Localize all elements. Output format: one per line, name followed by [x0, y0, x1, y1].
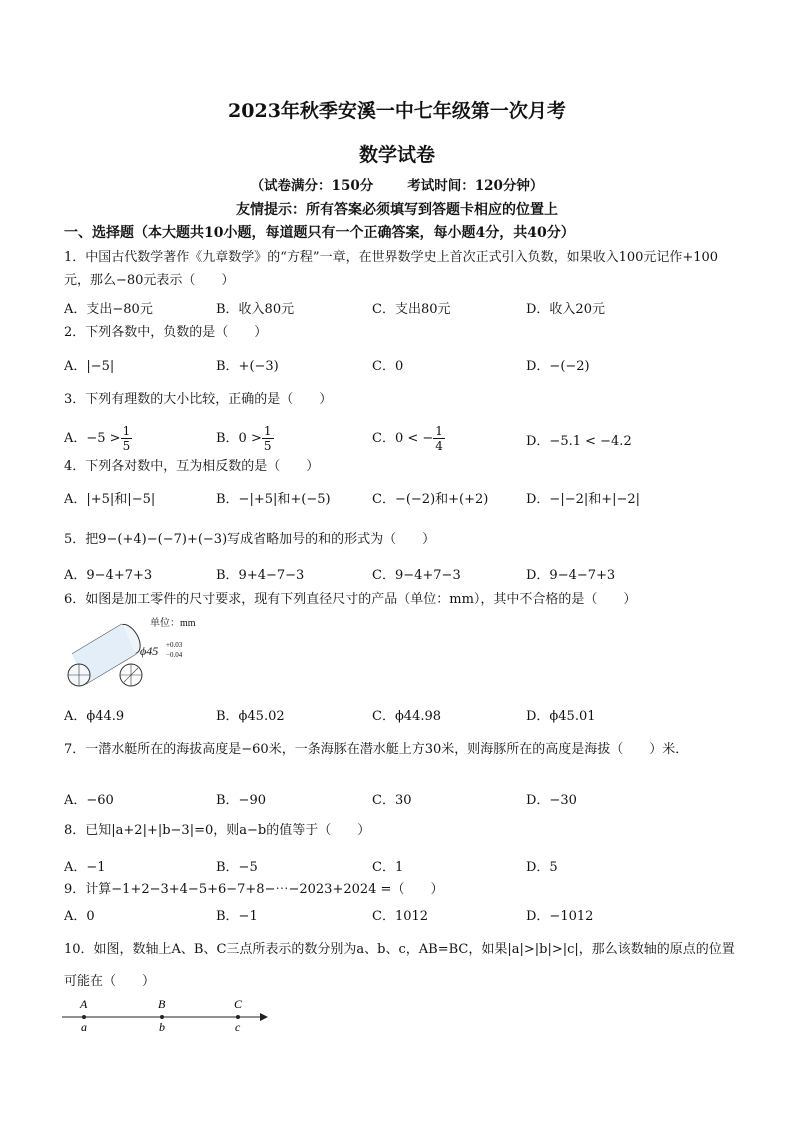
exam-title: 2023年秋季安溪一中七年级第一次月考	[228, 100, 566, 122]
option-b[interactable]: B．ϕ45.02	[216, 709, 285, 724]
question-6-stem: 6．如图是加工零件的尺寸要求，现有下列直径尺寸的产品（单位：mm），其中不合格的是（ ）	[64, 592, 637, 607]
option-d[interactable]: D．−(−2)	[526, 359, 590, 374]
option-c[interactable]: C．−(−2)和+(+2)	[372, 492, 489, 507]
option-a[interactable]: A．0	[64, 909, 95, 924]
option-c[interactable]	[372, 424, 445, 453]
lower-tolerance: −0.04	[166, 651, 183, 659]
fraction-one-fifth: $\frac{1}{5}$	[122, 424, 131, 453]
axis-point-b	[160, 1015, 164, 1019]
option-a[interactable]: A．−1	[64, 860, 106, 875]
option-a[interactable]: A．支出−80元	[64, 302, 153, 317]
option-d[interactable]: D．ϕ45.01	[526, 709, 596, 724]
option-a[interactable]	[64, 424, 132, 453]
fraction-one-fourth: $\frac{1}{4}$	[435, 424, 443, 453]
option-c-text: C．0 < −	[372, 431, 434, 446]
question-8-options	[64, 856, 744, 878]
question-6-options	[64, 705, 744, 727]
question-2-stem: 2．下列各数中，负数的是（ ）	[64, 325, 268, 340]
option-b[interactable]: B．−5	[216, 860, 258, 875]
axis-point-c	[236, 1015, 240, 1019]
question-5-options	[64, 564, 744, 586]
option-a[interactable]: A．9−4+7+3	[64, 568, 153, 583]
option-b[interactable]: B．−1	[216, 909, 258, 924]
option-c[interactable]: C．0	[372, 359, 404, 374]
number-line-figure	[62, 996, 272, 1036]
option-c[interactable]: C．1	[372, 860, 404, 875]
exam-meta	[0, 174, 794, 194]
option-b-text: B．0 >	[216, 431, 262, 446]
question-1-stem: 1．中国古代数学著作《九章数学》的“方程”一章，在世界数学史上首次正式引入负数，如果收入100元记作+100元，那么−80元表示（ ）	[64, 250, 719, 288]
option-b[interactable]: B．−|+5|和+(−5)	[216, 492, 331, 507]
question-9-options	[64, 905, 744, 927]
axis-point-label-c: C	[234, 997, 243, 1011]
section-heading: 一、选择题（本大题共10小题，每道题只有一个正确答案，每小题4分，共40分）	[64, 225, 575, 241]
question-4-options	[64, 488, 744, 510]
exam-notice: 友情提示：所有答案必须填写到答题卡相应的位置上	[236, 202, 558, 218]
option-d[interactable]: D．−|−2|和+|−2|	[526, 492, 641, 507]
axis-value-label-a: a	[81, 1020, 87, 1034]
question-3-options	[64, 414, 744, 454]
unit-label: 单位：mm	[150, 618, 196, 629]
question-4-stem: 4．下列各对数中，互为相反数的是（ ）	[64, 459, 320, 474]
option-c[interactable]: C．支出80元	[372, 302, 451, 317]
question-5-stem: 5．把9−(+4)−(−7)+(−3)写成省略加号的和的形式为（ ）	[64, 532, 436, 547]
axis-point-a	[82, 1015, 86, 1019]
axis-point-label-b: B	[158, 997, 166, 1011]
option-d[interactable]: D．收入20元	[526, 302, 605, 317]
option-c[interactable]: C．1012	[372, 909, 429, 924]
option-d[interactable]: D．−30	[526, 793, 577, 808]
cylinder-part-figure	[60, 612, 210, 694]
option-b[interactable]: B．9+4−7−3	[216, 568, 305, 583]
question-1-options	[64, 298, 744, 320]
question-7-stem: 7．一潜水艇所在的海拔高度是−60米，一条海豚在潜水艇上方30米，则海豚所在的高度是海拔（ ）米．	[64, 742, 689, 757]
option-b[interactable]: B．+(−3)	[216, 359, 279, 374]
question-8-stem: 8．已知|a+2|+|b−3|=0，则a−b的值等于（ ）	[64, 823, 371, 838]
question-2-options	[64, 355, 744, 377]
option-b[interactable]	[216, 424, 274, 453]
question-10-stem: 10．如图，数轴上A、B、C三点所表示的数分别为a、b、c，AB=BC，如果|a|>|b|>|c|，那么该数轴的原点的位置可能在（ ）	[64, 942, 735, 989]
option-c[interactable]: C．ϕ44.98	[372, 709, 442, 724]
exam-subtitle: 数学试卷	[358, 144, 435, 166]
axis-points	[79, 997, 243, 1034]
option-a-text: A．−5 >	[64, 431, 121, 446]
question-9-stem: 9．计算−1+2−3+4−5+6−7+8−⋯−2023+2024 =（ ）	[64, 882, 444, 897]
full-score: （试卷满分：150分	[250, 178, 374, 194]
option-d[interactable]: D．−1012	[526, 909, 594, 924]
axis-value-label-c: c	[235, 1020, 241, 1034]
option-a[interactable]: A．|−5|	[64, 359, 115, 374]
upper-tolerance: +0.03	[166, 641, 183, 649]
exam-time: 考试时间：120分钟）	[407, 178, 544, 194]
question-7-options	[64, 789, 744, 811]
option-d[interactable]: D．9−4−7+3	[526, 568, 616, 583]
option-c[interactable]: C．9−4+7−3	[372, 568, 461, 583]
question-3-stem: 3．下列有理数的大小比较，正确的是（ ）	[64, 392, 333, 407]
option-c[interactable]: C．30	[372, 793, 412, 808]
axis-value-label-b: b	[159, 1020, 165, 1034]
option-a[interactable]: A．−60	[64, 793, 114, 808]
option-a[interactable]: A．ϕ44.9	[64, 709, 125, 724]
option-b[interactable]: B．收入80元	[216, 302, 295, 317]
number-line-arrow	[260, 1013, 268, 1021]
option-d[interactable]: D．5	[526, 860, 558, 875]
option-b[interactable]: B．−90	[216, 793, 266, 808]
dimension-label: ϕ45	[140, 644, 159, 658]
option-a[interactable]: A．|+5|和|−5|	[64, 492, 156, 507]
fraction-one-fifth: $\frac{1}{5}$	[263, 424, 272, 453]
option-d[interactable]: D．−5.1 < −4.2	[526, 434, 632, 449]
axis-point-label-a: A	[80, 997, 88, 1011]
